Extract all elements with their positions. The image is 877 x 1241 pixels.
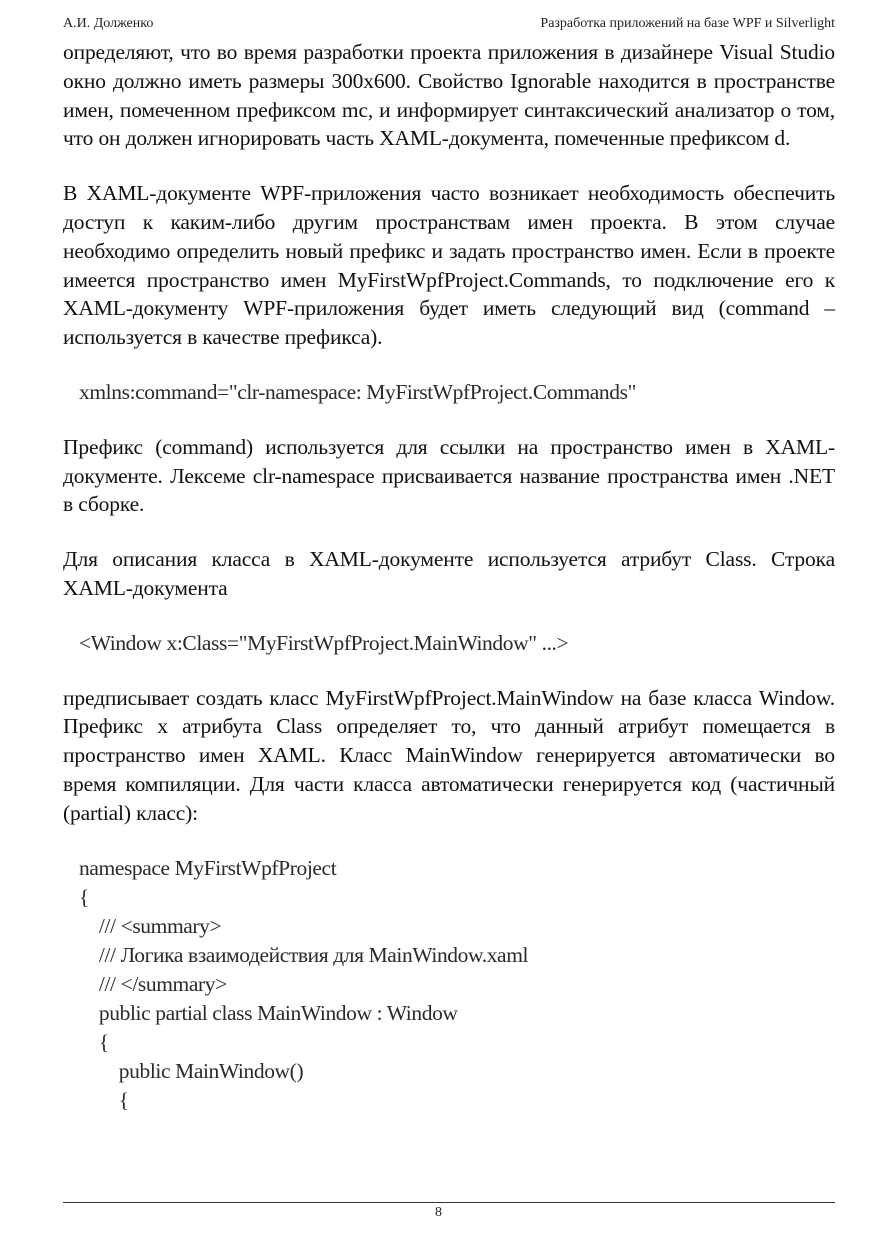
code-snippet-window: <Window x:Class="MyFirstWpfProject.MainWindow" ...> [79,630,569,655]
code-snippet-xmlns: xmlns:command="clr-namespace: MyFirstWpfProject.Commands" [79,379,636,404]
code-line: { [79,1087,129,1112]
code-line: namespace MyFirstWpfProject [79,855,337,880]
page-number: 8 [435,1205,442,1220]
page-body [63,38,835,1115]
paragraph: В XAML-документе WPF-приложения часто возникает необходимость обеспечить доступ к каким-либо другим пространствам имен проекта. В этом случае необходимо определить новый префикс и задать пространство имен. Если в проекте имеется пространство имен MyFirstWpfProject.Commands, то подключение его к XAML-документу WPF-приложения будет иметь следующий вид (command – используется в качестве префикса). [63,181,835,350]
running-header [63,16,835,36]
code-line: public MainWindow() [79,1058,304,1083]
paragraph: предписывает создать класс MyFirstWpfProject.MainWindow на базе класса Window. Префикс x атрибута Class определяет то, что данный атрибут помещается в пространство имен XAML. Класс MainWindow генерируется автоматически во время компиляции. Для части класса автоматически генерируется код (частичный (partial) класс): [63,685,835,825]
paragraph: определяют, что во время разработки проекта приложения в дизайнере Visual Studio окно должно иметь размеры 300x600. Свойство Ignorable находится в пространстве имен, помеченном префиксом mc, и информирует синтаксический анализатор о том, что он должен игнорировать часть XAML-документа, помеченные префиксом d. [63,40,835,151]
code-line: /// </summary> [79,971,227,996]
footer-divider [63,1202,835,1203]
code-line: /// <summary> [79,913,222,938]
header-author: А.И. Долженко [63,16,154,31]
paragraph: Префикс (command) используется для ссылки на пространство имен в XAML-документе. Лексеме clr-namespace присваивается название пространства имен .NET в сборке. [63,434,835,517]
paragraph: Для описания класса в XAML-документе используется атрибут Class. Строка XAML-документа [63,547,835,600]
code-block [79,854,835,1115]
code-line: { [79,1029,109,1054]
code-line: { [79,884,89,909]
code-line: /// Логика взаимодействия для MainWindow.xaml [79,942,529,967]
code-line: public partial class MainWindow : Window [79,1000,458,1025]
header-book-title: Разработка приложений на базе WPF и Silverlight [540,16,835,31]
